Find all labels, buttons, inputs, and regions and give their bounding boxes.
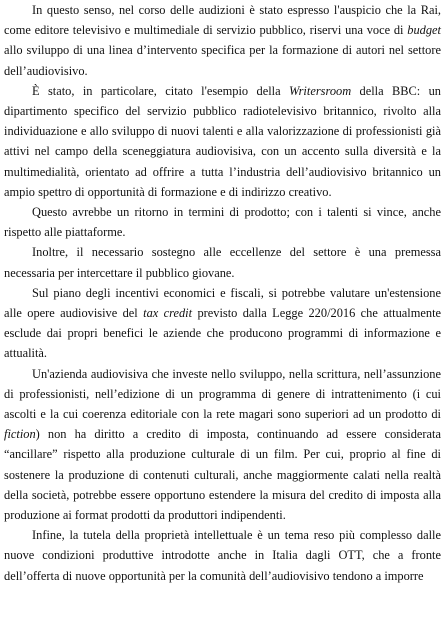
paragraph-7: Infine, la tutela della proprietà intellettuale è un tema reso più complesso dalle nuove condizioni produttive introdotte anche in Italia dagli OTT, che a fronte dell’offerta di nuove opportunità per la comunità dell’audiovisivo tendono a imporre bbox=[4, 528, 441, 583]
document-body bbox=[4, 0, 441, 586]
italic-term: fiction bbox=[4, 427, 36, 442]
italic-term: tax credit bbox=[143, 306, 193, 321]
paragraph-3: Questo avrebbe un ritorno in termini di prodotto; con i talenti si vince, anche rispetto alle piattaforme. bbox=[4, 205, 441, 240]
italic-term: budget bbox=[407, 23, 441, 38]
paragraph-5: Sul piano degli incentivi economici e fiscali, si potrebbe valutare un'estensione alle opere audiovisive del tax credit previsto dalla Legge 220/2016 che attualmente esclude dai propri benefici le aziende che producono programmi di informazione e attualità. bbox=[4, 285, 442, 361]
paragraph-4: Inoltre, il necessario sostegno alle eccellenze del settore è una premessa necessaria per intercettare il pubblico giovane. bbox=[4, 245, 441, 280]
paragraph-6: Un'azienda audiovisiva che investe nello sviluppo, nella scrittura, nell’assunzione di professionisti, nell’edizione di un programma di genere di intrattenimento (i cui ascolti e la cui coerenza editoriale con la rete magari sono superiori ad un prodotto di fiction) non ha diritto a credito di imposta, continuando ad essere considerata “ancillare” rispetto alla produzione culturale di un film. Per cui, proprio al fine di sostenere la produzione di contenuti culturali, anche maggiormente calati nella realtà della società, potrebbe essere opportuno estendere la misura del credito di imposta alla produzione ai format prodotti da produttori indipendenti. bbox=[4, 366, 441, 523]
paragraph-1: In questo senso, nel corso delle audizioni è stato espresso l'auspicio che la Rai, come editore televisivo e multimediale di servizio pubblico, riservi una voce di budget allo sviluppo di una linea d’intervento specifica per la formazione di autori nel settore dell’audiovisivo. bbox=[4, 3, 441, 78]
paragraph-2: È stato, in particolare, citato l'esempio della Writersroom della BBC: un dipartimento specifico del servizio pubblico radiotelevisivo britannico, rivolto alla individuazione e allo sviluppo di nuovi talenti e alla valorizzazione di professionisti già attivi nel campo della sceneggiatura audiovisiva, con un accento sulla diversità e la multimedialità, orientato ad offrire a tutta l’industria dell’audiovisivo britannico un ampio spettro di opportunità di formazione e di indirizzo creativo. bbox=[4, 83, 442, 199]
italic-term: Writersroom bbox=[288, 83, 352, 98]
